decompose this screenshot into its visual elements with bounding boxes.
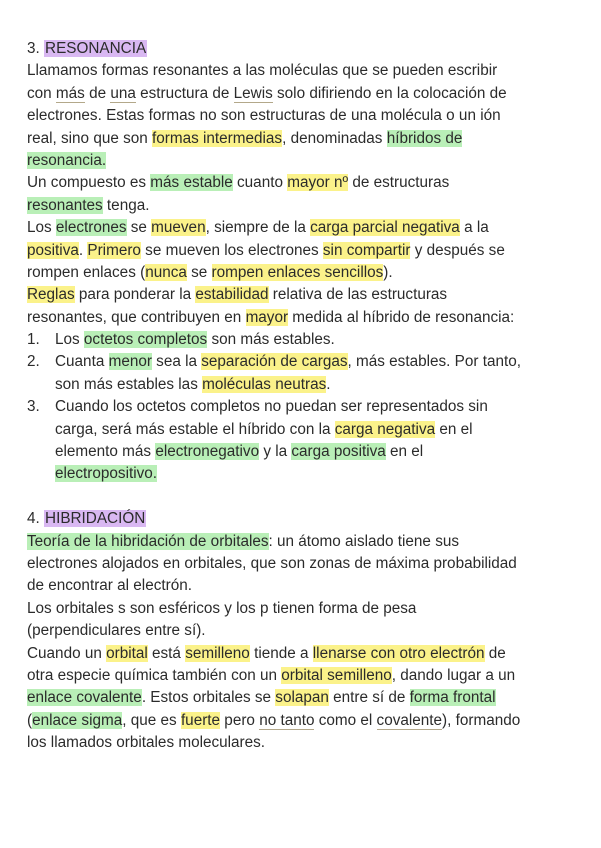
highlighted-term: estabilidad (195, 286, 269, 304)
highlighted-term: electrones (55, 219, 127, 237)
text-span: estructura de (135, 84, 234, 102)
list-number: 1. (27, 331, 40, 349)
highlighted-term: separación de cargas (201, 353, 348, 371)
text-span: para ponderar la (74, 286, 196, 304)
text-line (27, 643, 587, 665)
text-span: Los (55, 331, 84, 349)
highlighted-term: carga negativa (334, 420, 436, 438)
highlighted-term: electronegativo (155, 443, 260, 461)
highlighted-term: mayor (245, 308, 289, 326)
paragraph-enlace-covalente (27, 643, 587, 755)
text-line (27, 83, 587, 105)
text-line (27, 463, 587, 485)
highlighted-term: moléculas neutras (202, 375, 327, 393)
highlighted-term: híbridos de (386, 129, 463, 147)
text-line (27, 351, 587, 373)
section-heading-hibridacion (27, 508, 587, 530)
paragraph-electrones (27, 217, 587, 284)
text-line: de encontrar al electrón. (27, 577, 192, 595)
highlighted-term: mayor nº (287, 174, 349, 192)
text-span: se (186, 263, 212, 281)
section-number: 3. (27, 40, 40, 57)
section-gap (27, 486, 587, 508)
text-span: : un átomo aislado tiene sus (268, 532, 459, 550)
highlighted-term: octetos completos (83, 331, 208, 349)
text-span: de estructuras (348, 174, 450, 192)
highlighted-term: Teoría de la hibridación de orbitales (27, 532, 269, 550)
text-span: de (484, 644, 506, 662)
highlighted-term: sin compartir (322, 241, 411, 259)
text-span: , denominadas (282, 129, 387, 147)
text-span: Cuanta (55, 353, 109, 371)
text-line (27, 687, 587, 709)
highlighted-term: fuerte (180, 711, 221, 729)
text-span: y después se (410, 241, 505, 259)
text-line (27, 262, 587, 284)
paragraph-orbitales-s-p (27, 598, 587, 643)
text-span: ), formando (442, 711, 521, 729)
text-span: , que es (122, 711, 181, 729)
highlighted-term: electropositivo. (55, 465, 158, 483)
highlighted-term: Reglas (27, 286, 75, 304)
text-line: Los orbitales s son esféricos y los p tienen forma de pesa (27, 599, 417, 617)
text-line (27, 710, 587, 732)
highlighted-term: carga positiva (291, 443, 386, 461)
text-line: Llamamos formas resonantes a las moléculas que se pueden escribir (27, 62, 498, 80)
paragraph-reglas (27, 284, 587, 329)
rules-list (27, 329, 587, 486)
text-span: como el (314, 711, 377, 729)
text-span: real, sino que son (27, 129, 153, 147)
text-line (27, 396, 587, 418)
text-line (27, 307, 587, 329)
text-span: , dando lugar a un (391, 666, 516, 684)
text-line: electrones alojados en orbitales, que son zonas de máxima probabilidad (27, 554, 517, 572)
text-span: otra especie química también con un (27, 666, 282, 684)
text-span: son más estables las (55, 375, 203, 393)
text-line (27, 217, 587, 239)
highlighted-term: mueven (151, 219, 206, 237)
highlighted-term: rompen enlaces sencillos (211, 263, 384, 281)
text-line (27, 128, 587, 150)
text-line (27, 441, 587, 463)
section-title: RESONANCIA (45, 40, 147, 57)
underlined-term: más (55, 84, 85, 102)
text-span: Los (27, 219, 56, 237)
highlighted-term: enlace sigma (32, 711, 123, 729)
text-span: , más estables. Por tanto, (347, 353, 521, 371)
highlighted-term: resonantes (27, 196, 103, 214)
text-span: resonantes, que contribuyen en (27, 308, 246, 326)
underlined-term: no tanto (259, 711, 315, 729)
text-span: tiende a (249, 644, 313, 662)
section-heading-resonancia (27, 38, 587, 60)
highlighted-term: solapan (275, 689, 329, 707)
paragraph-estabilidad (27, 172, 587, 217)
underlined-term: Lewis (233, 84, 273, 102)
text-span: con (27, 84, 56, 102)
paragraph-formas-resonantes (27, 60, 587, 172)
text-line (27, 240, 587, 262)
text-span: son más estables. (207, 331, 335, 349)
text-span: solo difiriendo en la colocación de (272, 84, 507, 102)
text-span: cuanto (232, 174, 288, 192)
text-span: de (84, 84, 111, 102)
underlined-term: covalente (376, 711, 443, 729)
text-line (27, 150, 587, 172)
text-span: tenga. (102, 196, 150, 214)
text-span: ). (383, 263, 393, 281)
list-item (27, 396, 587, 486)
text-span: a la (459, 219, 489, 237)
text-span: Cuando los octetos completos no puedan ser representados sin (55, 398, 488, 416)
underlined-term: una (110, 84, 136, 102)
text-span: y la (259, 443, 292, 461)
text-span: . (78, 241, 88, 259)
highlighted-term: orbital (106, 644, 148, 662)
highlighted-term: enlace covalente (27, 689, 142, 707)
highlighted-term: resonancia. (27, 151, 107, 169)
text-span: relativa de las estructuras (268, 286, 448, 304)
text-span: en el (385, 443, 424, 461)
text-span: pero (220, 711, 260, 729)
notes-page (27, 38, 587, 755)
section-number: 4. (27, 510, 40, 528)
list-item (27, 351, 587, 396)
highlighted-term: llenarse con otro electrón (312, 644, 485, 662)
highlighted-term: formas intermedias (152, 129, 283, 147)
list-number: 3. (27, 398, 40, 416)
highlighted-term: orbital semilleno (281, 666, 392, 684)
text-span: . Estos orbitales se (141, 689, 276, 707)
text-span: Un compuesto es (27, 174, 151, 192)
highlighted-term: carga parcial negativa (310, 219, 460, 237)
highlighted-term: nunca (145, 263, 187, 281)
text-span: se (126, 219, 152, 237)
text-line (27, 329, 587, 351)
text-line: (perpendiculares entre sí). (27, 622, 206, 640)
text-span: carga, será más estable el híbrido con la (55, 420, 335, 438)
highlighted-term: menor (108, 353, 152, 371)
text-span: elemento más (55, 443, 156, 461)
text-span: ( (27, 711, 33, 729)
highlighted-term: más estable (150, 174, 233, 192)
text-span: . (326, 375, 331, 393)
paragraph-teoria-hibridacion (27, 531, 587, 598)
text-line: los llamados orbitales moleculares. (27, 734, 266, 752)
text-span: Cuando un (27, 644, 107, 662)
list-item (27, 329, 587, 351)
text-span: entre sí de (328, 689, 410, 707)
text-line (27, 284, 587, 306)
text-span: se mueven los electrones (140, 241, 323, 259)
text-line (27, 531, 587, 553)
text-span: medida al híbrido de resonancia: (288, 308, 515, 326)
text-line (27, 419, 587, 441)
text-span: rompen enlaces ( (27, 263, 146, 281)
text-line (27, 374, 587, 396)
highlighted-term: forma frontal (409, 689, 496, 707)
text-span: sea la (151, 353, 202, 371)
section-title: HIBRIDACIÓN (45, 510, 146, 528)
text-line (27, 665, 587, 687)
text-span: en el (435, 420, 473, 438)
highlighted-term: Primero (87, 241, 141, 259)
text-line: electrones. Estas formas no son estructuras de una molécula o un ión (27, 107, 501, 125)
text-line (27, 195, 587, 217)
text-span: , siempre de la (205, 219, 311, 237)
highlighted-term: positiva (27, 241, 79, 259)
list-number: 2. (27, 353, 40, 371)
highlighted-term: semilleno (185, 644, 250, 662)
text-line (27, 172, 587, 194)
text-span: está (147, 644, 186, 662)
